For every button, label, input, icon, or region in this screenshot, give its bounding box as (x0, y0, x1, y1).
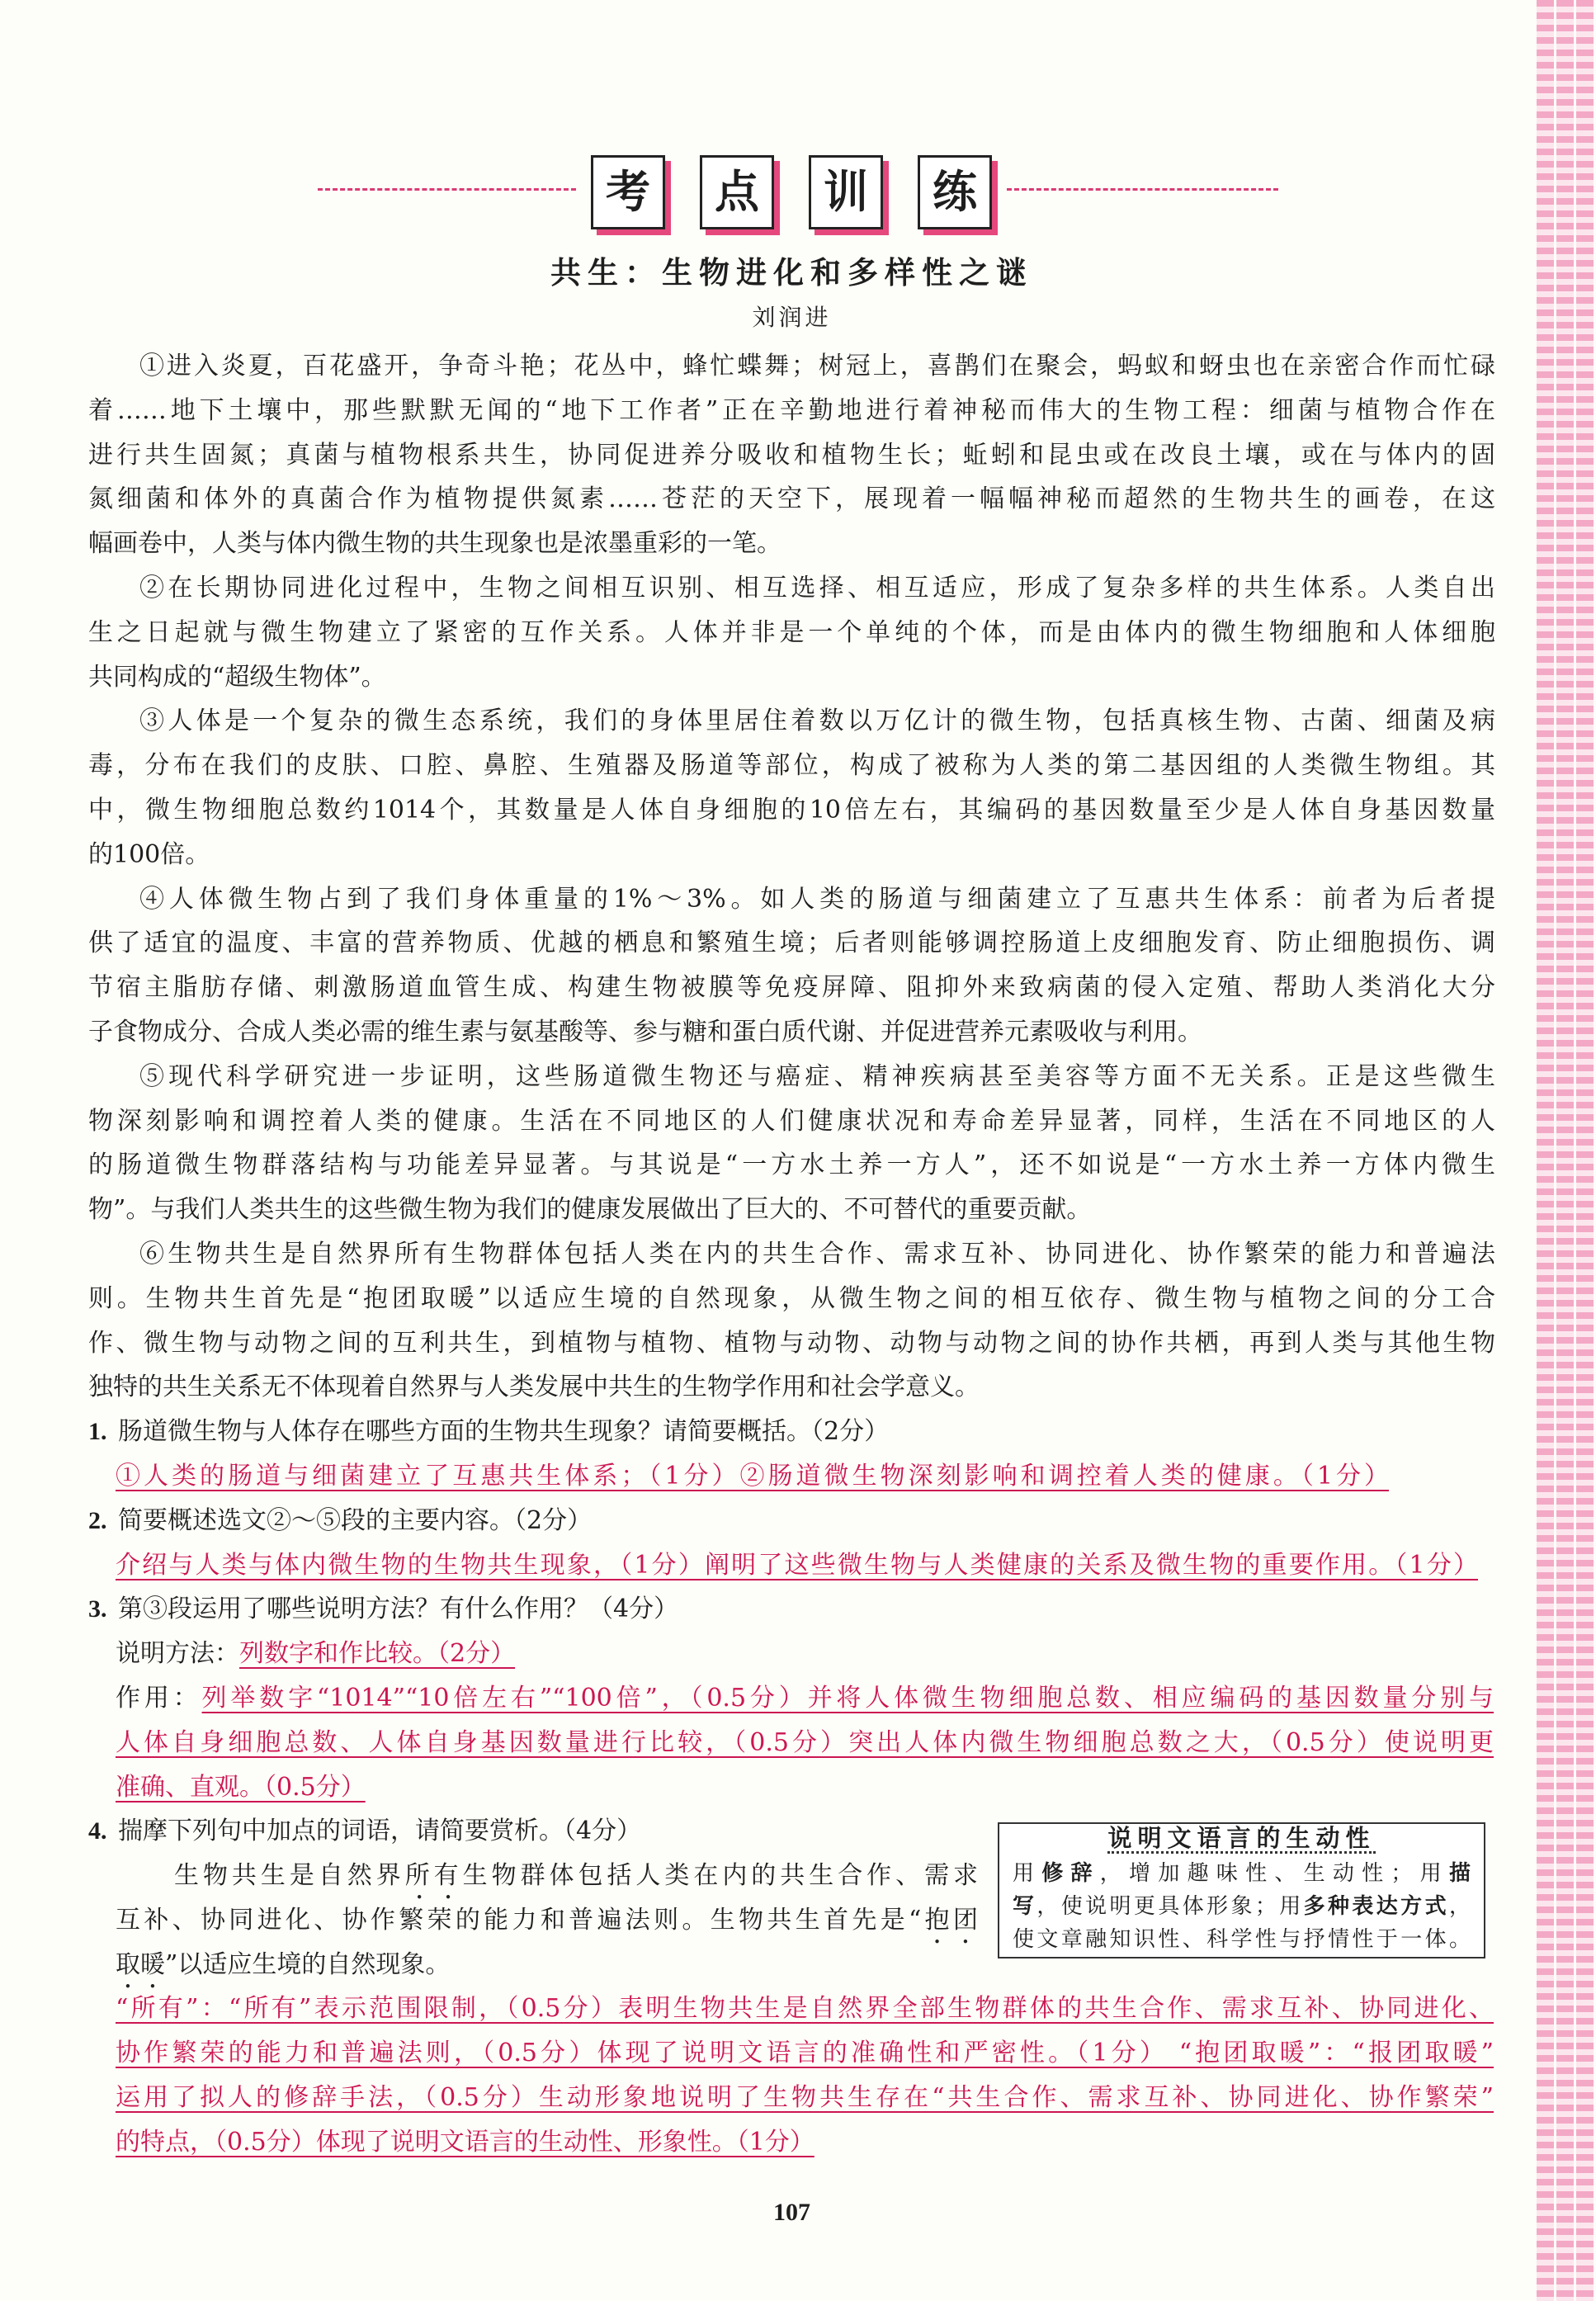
paragraph-6-line: ⑥生物共生是自然界所有生物群体包括人类在内的共生合作、需求互补、协同进化、协作繁荣的能力和普遍法 (139, 1239, 1495, 1269)
tip-text: ，使说明更具体形象；用 (1036, 1894, 1304, 1919)
paragraph-3-line: 中，微生物细胞总数约1014个，其数量是人体自身细胞的10倍左右，其编码的基因数量至少是人体自身基因数量 (88, 795, 1495, 824)
question-number: 1. (88, 1418, 107, 1446)
paragraph-5-line: ⑤现代科学研究进一步证明，这些肠道微生物还与癌症、精神疾病甚至美容等方面不无关系。正是这些微生 (139, 1061, 1495, 1091)
question-number: 3. (88, 1595, 107, 1623)
paragraph-2-line: 共同构成的“超级生物体”。 (88, 662, 386, 692)
answer-2 (116, 1543, 1478, 1588)
article-title: 共生：生物进化和多样性之谜 (550, 255, 1033, 291)
paragraph-5-line: 物”。与我们人类共生的这些微生物为我们的健康发展做出了巨大的、不可替代的重要贡献。 (88, 1195, 1092, 1225)
quote-text: 生物群体包括人类在内的共生合作、需求 (462, 1861, 979, 1891)
paragraph-1-line: 进行共生固氮；真菌与植物根系共生，协同促进养分吸收和植物生长；蚯蚓和昆虫或在改良土壤，或在与体内的固 (88, 440, 1495, 470)
tip-box-line (999, 1923, 1484, 1956)
paragraph-6-line: 则。生物共生首先是“抱团取暖”以适应生境的自然现象，从微生物之间的相互依存、微生物与植物之间的分工合 (88, 1283, 1495, 1313)
method-label: 说明方法： (116, 1639, 239, 1669)
paragraph-6-line: 作、微生物与动物之间的互利共生，到植物与植物、植物与动物、动物与动物之间的协作共栖，再到人类与其他生物 (88, 1328, 1495, 1358)
banner-char-4: 练 (918, 155, 992, 229)
article-author: 刘润进 (752, 304, 832, 331)
paragraph-4-line: 节宿主脂肪存储、刺激肠道血管生成、构建生物被膜等免疫屏障、阻抑外来致病菌的侵入定殖、帮助人类消化大分 (88, 973, 1495, 1003)
paragraph-2-line: ②在长期协同进化过程中，生物之间相互识别、相互选择、相互适应，形成了复杂多样的共生体系。人类自出 (139, 573, 1495, 602)
tip-keyword: 修辞 (1041, 1861, 1100, 1886)
tip-box (998, 1822, 1485, 1958)
method-answer: 列数字和作比较。（2分） (239, 1639, 516, 1669)
banner-char-2: 点 (700, 155, 774, 229)
question-1 (88, 1410, 1495, 1454)
answer-4-line (116, 2076, 1494, 2120)
answer-3-effect-line (116, 1765, 1495, 1810)
tip-keyword: 描 (1448, 1861, 1471, 1886)
tip-box-line (999, 1857, 1484, 1890)
answer-text: 协作繁荣的能力和普遍法则，（0.5分）体现了说明文语言的准确性和严密性。（1分） “抱团取暖”：“报团取暖” (116, 2039, 1494, 2068)
paragraph-3-line: 毒，分布在我们的皮肤、口腔、鼻腔、生殖器及肠道等部位，构成了被称为人类的第二基因组的人类微生物组。其 (88, 751, 1495, 781)
answer-text: 介绍与人类与体内微生物的生物共生现象，（1分）阐明了这些微生物与人类健康的关系及微生物的重要作用。（1分） (116, 1550, 1478, 1580)
quote-line (116, 1854, 978, 1898)
paragraph-3-line: 的100倍。 (88, 839, 210, 869)
answer-1 (116, 1454, 1389, 1499)
answer-text: 运用了拟人的修辞手法，（0.5分）生动形象地说明了生物共生存在“共生合作、需求互补、协同进化、协作繁荣” (116, 2083, 1494, 2113)
quote-text: 生物共生是自然界 (174, 1861, 405, 1891)
tip-text: 使文章融知识性、科学性与抒情性于一体。 (1013, 1927, 1471, 1952)
quote-emphasized-word: 所有 (404, 1861, 463, 1891)
page-number: 107 (773, 2199, 810, 2226)
quote-line (116, 1898, 978, 1943)
paragraph-6-line: 独特的共生关系无不体现着自然界与人类发展中共生的生物学作用和社会学意义。 (88, 1373, 980, 1402)
paragraph-1-line: 着……地下土壤中，那些默默无闻的“地下工作者”正在辛勤地进行着神秘而伟大的生物工程：细菌与植物合作在 (88, 395, 1495, 425)
effect-answer: 人体自身细胞总数、人体自身基因数量进行比较，（0.5分）突出人体内微生物细胞总数之大，（0.5分）使说明更 (116, 1727, 1494, 1757)
banner-char-1: 考 (591, 155, 665, 229)
answer-4-line (116, 1987, 1494, 2031)
answer-text: “所有”：“所有”表示范围限制，（0.5分）表明生物共生是自然界全部生物群体的共生合作、需求互补、协同进化、 (116, 1994, 1494, 2024)
tip-box-line (999, 1890, 1484, 1923)
answer-text: 的特点，（0.5分）体现了说明文语言的生动性、形象性。（1分） (116, 2127, 815, 2157)
question-text: 揣摩下列句中加点的词语，请简要赏析。（4分） (118, 1817, 642, 1846)
paragraph-5-line: 的肠道微生物群落结构与功能差异显著。与其说是“一方水土养一方人”，还不如说是“一方水土养一方体内微生 (88, 1150, 1495, 1180)
tip-keyword: 写 (1013, 1894, 1037, 1919)
answer-text: ①人类的肠道与细菌建立了互惠共生体系；（1分）②肠道微生物深刻影响和调控着人类的健康。（1分） (116, 1461, 1389, 1491)
question-text: 肠道微生物与人体存在哪些方面的生物共生现象？请简要概括。（2分） (118, 1417, 890, 1447)
answer-3-effect-line (116, 1676, 1494, 1721)
paragraph-1-line: ①进入炎夏，百花盛开，争奇斗艳；花丛中，蜂忙蝶舞；树冠上，喜鹊们在聚会，蚂蚁和蚜虫也在亲密合作而忙碌 (139, 352, 1495, 380)
paragraph-2-line: 生之日起就与微生物建立了紧密的互作关系。人体并非是一个单纯的个体，而是由体内的微生物细胞和人体细胞 (88, 617, 1495, 647)
quote-emphasized-word: 取暖 (116, 1949, 165, 1979)
tip-keyword: 多种表达方式 (1303, 1894, 1449, 1919)
question-text: 第③段运用了哪些说明方法？有什么作用？（4分） (118, 1595, 679, 1624)
paragraph-1-line: 氮细菌和体外的真菌合作为植物提供氮素……苍茫的天空下，展现着一幅幅神秘而超然的生物共生的画卷，在这 (88, 484, 1495, 514)
banner-char-3: 训 (809, 155, 883, 229)
paragraph-5-line: 物深刻影响和调控着人类的健康。生活在不同地区的人们健康状况和寿命差异显著，同样，生活在不同地区的人 (88, 1106, 1495, 1136)
banner-dash-left (318, 188, 576, 191)
decorative-side-stripe (1537, 0, 1596, 2301)
paragraph-4-line: ④人体微生物占到了我们身体重量的1%～3%。如人类的肠道与细菌建立了互惠共生体系：前者为后者提 (139, 884, 1495, 914)
paragraph-4-line: 供了适宜的温度、丰富的营养物质、优越的栖息和繁殖生境；后者则能够调控肠道上皮细胞发育、防止细胞损伤、调 (88, 928, 1495, 958)
paragraph-1-line: 幅画卷中，人类与体内微生物的共生现象也是浓墨重彩的一笔。 (88, 529, 781, 559)
question-text: 简要概述选文②～⑤段的主要内容。（2分） (118, 1505, 593, 1535)
paragraph-3-line: ③人体是一个复杂的微生态系统，我们的身体里居住着数以万亿计的微生物，包括真核生物、古菌、细菌及病 (139, 706, 1495, 736)
answer-4-line (116, 2031, 1494, 2076)
tip-text: 用 (1013, 1861, 1042, 1886)
effect-answer: 列举数字“1014”“10倍左右”“100倍”，（0.5分）并将人体微生物细胞总数、相应编码的基因数量分别与 (201, 1683, 1494, 1713)
question-3 (88, 1587, 1495, 1632)
effect-answer: 准确、直观。（0.5分） (116, 1772, 366, 1802)
question-2 (88, 1499, 1495, 1543)
quote-text: ”以适应生境的自然现象。 (165, 1949, 451, 1979)
banner-dash-right (1007, 188, 1278, 191)
answer-3-method (116, 1632, 1495, 1676)
paragraph-4-line: 子食物成分、合成人类必需的维生素与氨基酸等、参与糖和蛋白质代谢、并促进营养元素吸收与利用。 (88, 1017, 1202, 1047)
tip-text: ，增加趣味性、生动性；用 (1099, 1861, 1449, 1886)
quote-emphasized-word: 抱团 (921, 1905, 979, 1935)
answer-3-effect-line (116, 1721, 1494, 1765)
answer-4-line (116, 2120, 1495, 2165)
question-number: 4. (88, 1817, 107, 1845)
effect-label: 作用： (116, 1683, 202, 1713)
tip-box-title: 说明文语言的生动性 (1107, 1824, 1376, 1852)
quote-text: 互补、协同进化、协作繁荣的能力和普遍法则。生物共生首先是“ (116, 1905, 922, 1935)
question-number: 2. (88, 1506, 107, 1534)
tip-text: ， (1448, 1894, 1471, 1919)
tip-box-header (999, 1824, 1484, 1857)
